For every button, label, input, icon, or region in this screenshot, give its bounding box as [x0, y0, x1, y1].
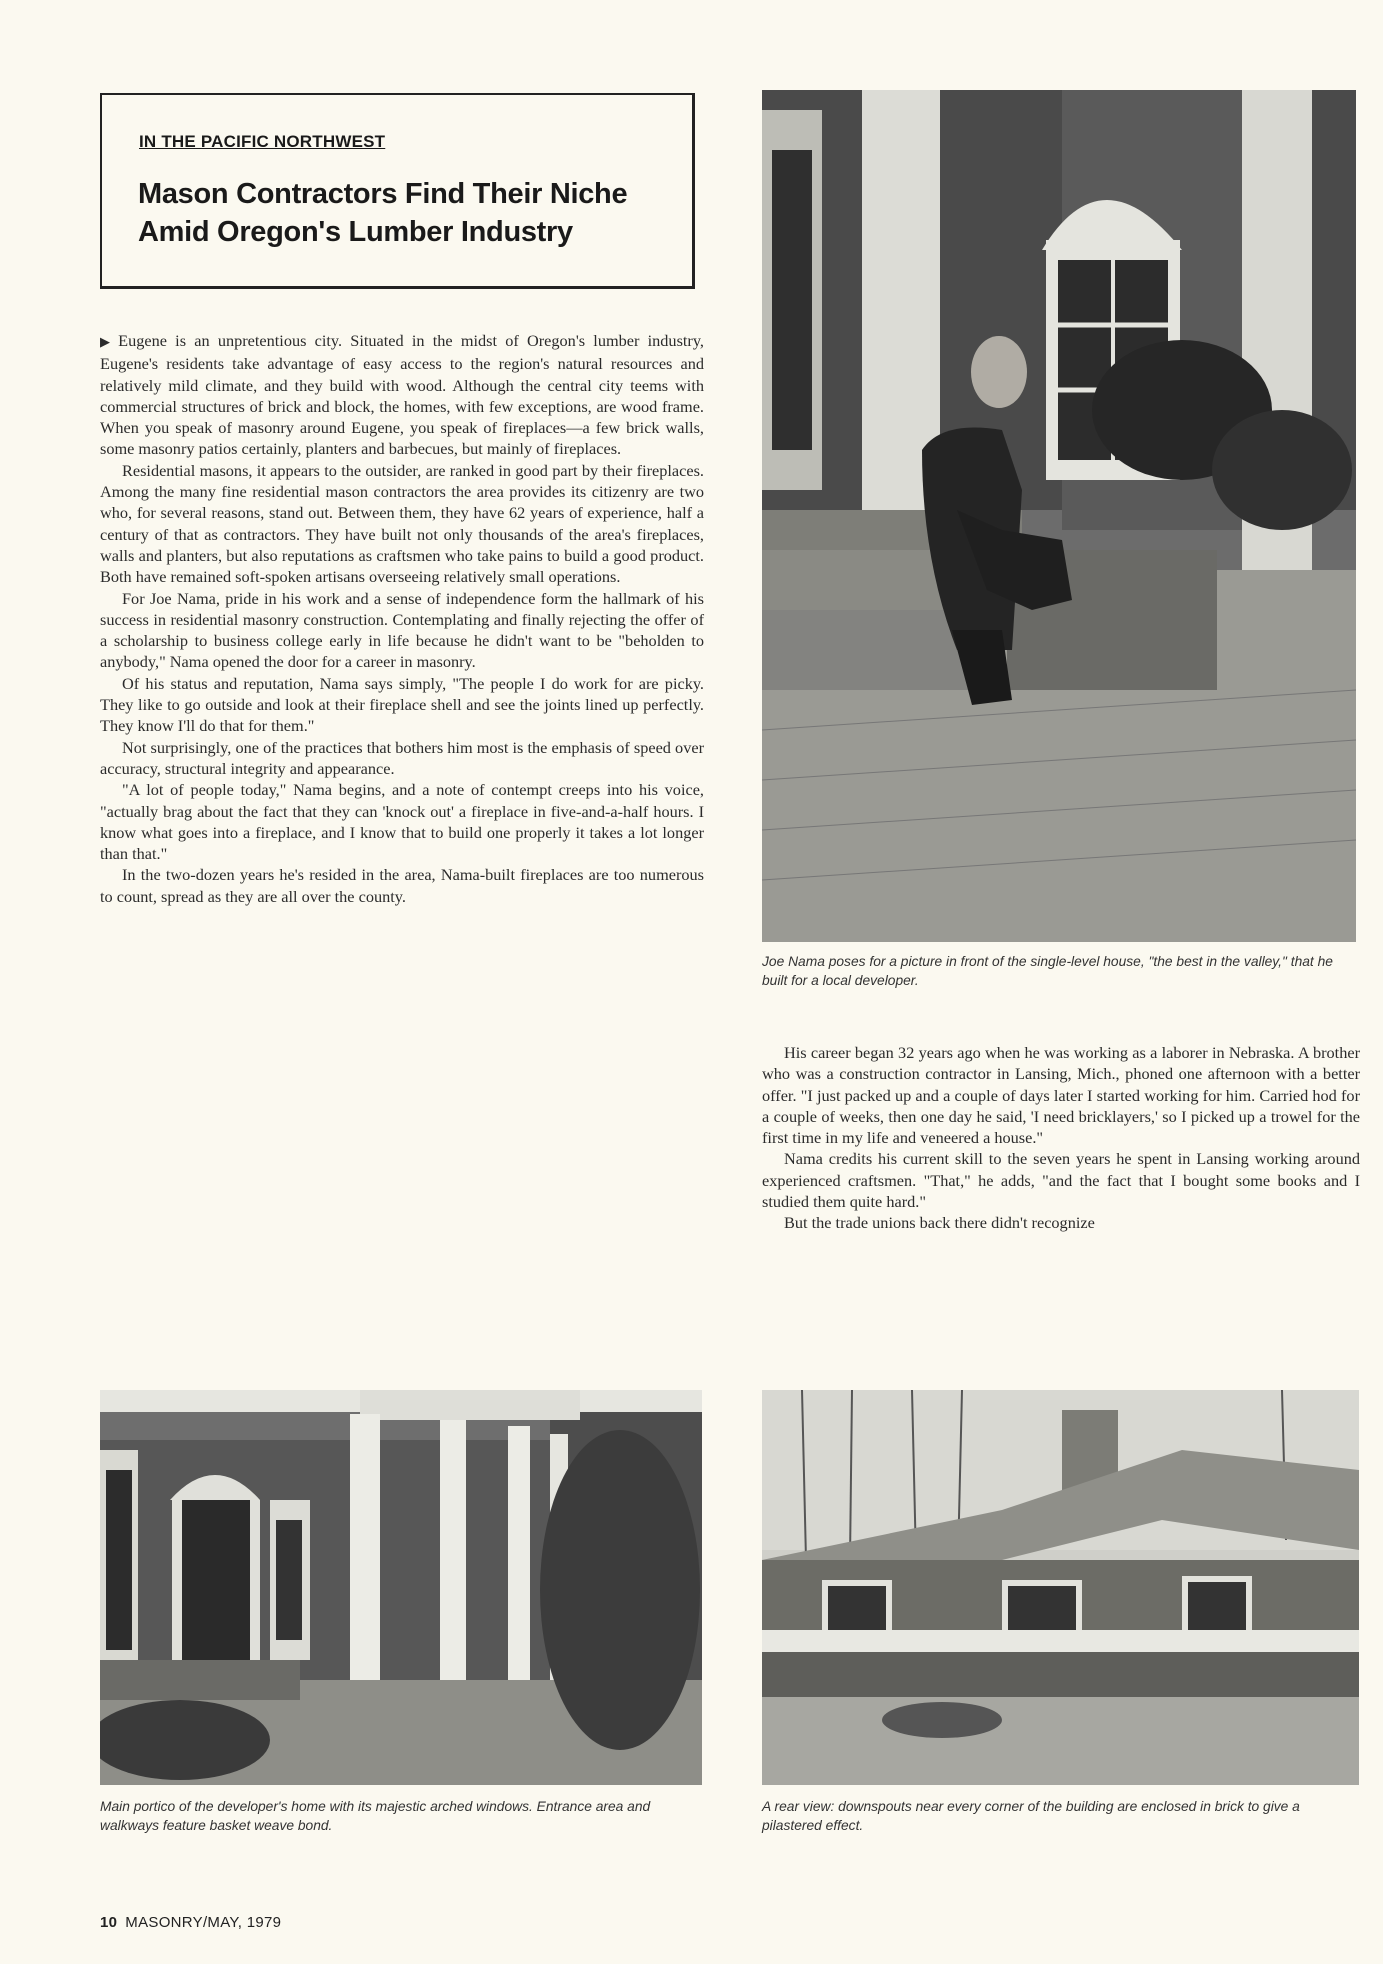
portrait-caption: Joe Nama poses for a picture in front of the single-level house, "the best in the valley," that he built for a local developer.: [762, 954, 1333, 988]
rear-view-photo-image: [762, 1390, 1359, 1785]
article-column-right: [762, 1042, 1360, 1234]
article-column-left: [100, 330, 704, 907]
publication-line: MASONRY/MAY, 1979: [125, 1914, 282, 1931]
paragraph: In the two-dozen years he's resided in the area, Nama-built fireplaces are too numerous to count, spread as they are all over the county.: [100, 865, 704, 906]
article-headline: [138, 175, 678, 251]
rear-view-photo: [762, 1390, 1359, 1785]
portico-caption: Main portico of the developer's home with its majestic arched windows. Entrance area and walkways feature basket weave bond.: [100, 1799, 651, 1833]
paragraph: Residential masons, it appears to the outsider, are ranked in good part by their fireplaces. Among the many fine residential mason contractors the area provides its citizenry are two who, for several reasons, stand out. Between them, they have 62 years of experience, half a century of that as contractors. They have built not only thousands of the area's fireplaces, walls and planters, but also reputations as craftsmen who take pains to build a good product. Both have remained soft-spoken artisans overseeing relatively small operations.: [100, 460, 704, 587]
page-number: 10: [100, 1914, 118, 1931]
paragraph: Nama credits his current skill to the seven years he spent in Lansing working around experienced craftsmen. "That," he adds, "and the fact that I bought some books and I studied them quite hard.": [762, 1149, 1360, 1212]
section-kicker: IN THE PACIFIC NORTHWEST: [139, 132, 386, 151]
paragraph: Not surprisingly, one of the practices that bothers him most is the emphasis of speed over accuracy, structural integrity and appearance.: [100, 737, 704, 778]
portico-photo-image: [100, 1390, 702, 1785]
headline-box: [100, 93, 695, 289]
paragraph: But the trade unions back there didn't recognize: [784, 1213, 1095, 1233]
bullet-arrow-icon: ▶: [100, 335, 115, 350]
paragraph: For Joe Nama, pride in his work and a sense of independence form the hallmark of his success in residential masonry construction. Contemplating and finally rejecting the offer of a scholarship to business college early in life because he didn't want to be "beholden to anybody," Nama opened the door for a career in masonry.: [100, 588, 704, 672]
paragraph: ▶ Eugene is an unpretentious city. Situated in the midst of Oregon's lumber industry, Eugene's residents take advantage of easy access to the region's natural resources and relatively mild climate, and they build with wood. Although the central city teems with commercial structures of brick and block, the homes, with few exceptions, are wood frame. When you speak of masonry around Eugene, you speak of fireplaces—a few brick walls, some masonry patios certainly, planters and barbecues, but mainly of fireplaces.: [100, 331, 704, 459]
paragraph: Of his status and reputation, Nama says simply, "The people I do work for are picky. They like to go outside and look at their fireplace shell and see the joints lined up perfectly. They know I'll do that for them.": [100, 673, 704, 736]
headline-line-2: Amid Oregon's Lumber Industry: [138, 216, 573, 248]
headline-line-1: Mason Contractors Find Their Niche: [138, 178, 628, 210]
paragraph: "A lot of people today," Nama begins, and a note of contempt creeps into his voice, "actually brag about the fact that they can 'knock out' a fireplace in five-and-a-half hours. I know what goes into a fireplace, and I know that to build one properly it takes a lot longer than that.": [100, 780, 704, 864]
rear-view-caption: A rear view: downspouts near every corner of the building are enclosed in brick to give a pilastered effect.: [762, 1799, 1300, 1833]
page-footer: [100, 1914, 281, 1931]
portrait-photo-image: [762, 90, 1356, 942]
paragraph: His career began 32 years ago when he was working as a laborer in Nebraska. A brother who was a construction contractor in Lansing, Mich., phoned one afternoon with a better offer. "I just packed up and a couple of days later I started working for him. Carried hod for a couple of weeks, then one day he said, 'I need bricklayers,' so I picked up a trowel for the first time in my life and veneered a house.": [762, 1043, 1360, 1148]
portrait-photo: [762, 90, 1356, 942]
portico-photo: [100, 1390, 702, 1785]
